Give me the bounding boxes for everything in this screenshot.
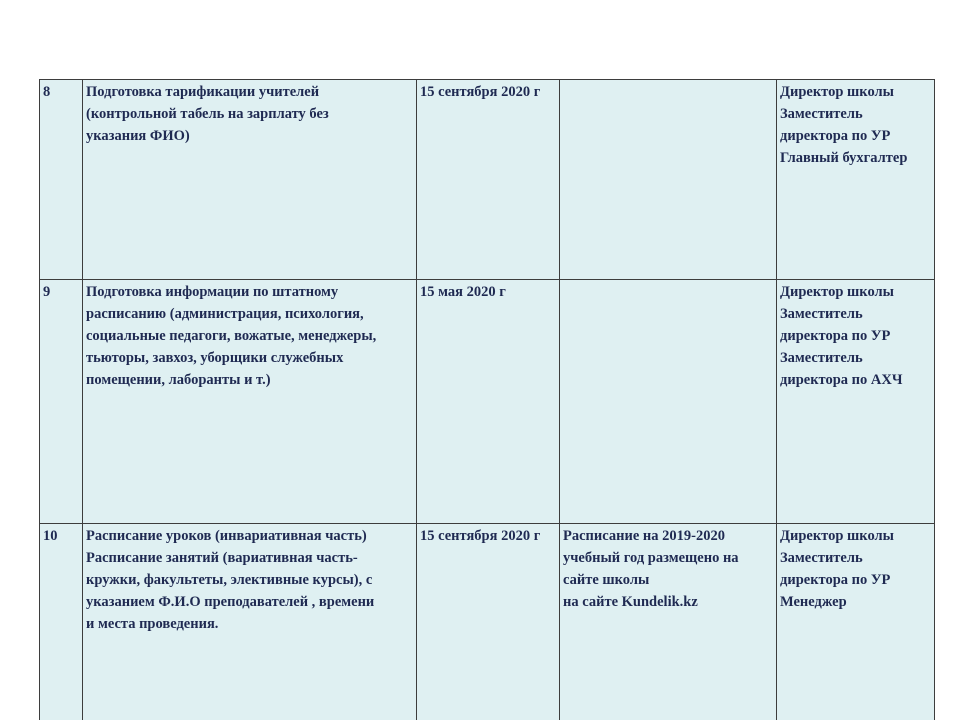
deadline-cell: 15 сентября 2020 г <box>417 524 560 720</box>
row-number-cell: 8 <box>40 80 83 280</box>
responsible-cell: Директор школы Заместитель директора по УР Главный бухгалтер <box>777 80 935 280</box>
note-cell: Расписание на 2019-2020 учебный год размещено на сайте школы на сайте Kundelik.kz <box>560 524 777 720</box>
responsible-cell: Директор школы Заместитель директора по УР Заместитель директора по АХЧ <box>777 280 935 524</box>
table-row <box>40 80 935 280</box>
deadline-cell: 15 мая 2020 г <box>417 280 560 524</box>
task-cell: Подготовка тарификации учителей (контрольной табель на зарплату без указания ФИО) <box>83 80 417 280</box>
task-cell: Расписание уроков (инвариативная часть) Расписание занятий (вариативная часть- кружки, факультеты, элективные курсы), с указанием Ф.И.О преподавателей , времени и места проведения. <box>83 524 417 720</box>
note-cell <box>560 280 777 524</box>
row-number-cell: 10 <box>40 524 83 720</box>
plan-table <box>39 79 935 720</box>
note-cell <box>560 80 777 280</box>
table-row <box>40 524 935 720</box>
row-number-cell: 9 <box>40 280 83 524</box>
deadline-cell: 15 сентября 2020 г <box>417 80 560 280</box>
table-row <box>40 280 935 524</box>
task-cell: Подготовка информации по штатному расписанию (администрация, психология, социальные педагоги, вожатые, менеджеры, тьюторы, завхоз, уборщики служебных помещении, лаборанты и т.) <box>83 280 417 524</box>
responsible-cell: Директор школы Заместитель директора по УР Менеджер <box>777 524 935 720</box>
